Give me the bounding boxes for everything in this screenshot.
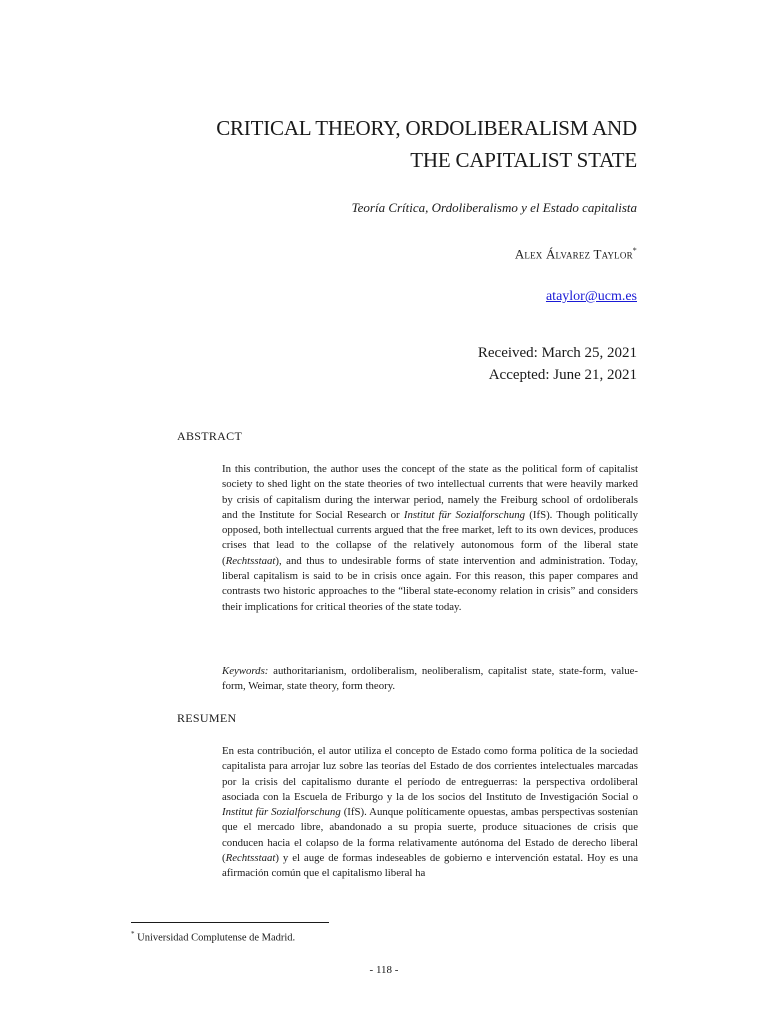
abstract-text-1: In this contribution, the author uses the concept of the state as the political form of capitalist society to shed light on the state theories of two intellectual currents that were heavily marked by crisis of capitalism during the interwar period, namely the Freiburg school of ordoliberals and the Institute for Social Research or [222, 463, 638, 521]
received-date: Received: March 25, 2021 [477, 345, 637, 361]
page-number: - 118 - [369, 964, 399, 976]
footnote-divider [131, 922, 329, 923]
footnote-text: Universidad Complutense de Madrid. [134, 932, 296, 944]
author [515, 246, 637, 262]
author-email-link[interactable]: ataylor@ucm.es [545, 289, 637, 304]
title-line-2: THE CAPITALIST STATE [410, 148, 637, 172]
article-title [117, 112, 637, 176]
keywords-label: Keywords: [222, 665, 269, 677]
abstract-italic-2: Rechtsstaat [225, 554, 276, 567]
abstract-text-2: (IfS). Though politically opposed, both intellectual currents argued that the free market, left to its own devices, produces crises that lead to the collapse of the relatively autonomous form of the liberal state ( [222, 508, 638, 567]
abstract-paragraph [222, 462, 638, 615]
title-line-1: CRITICAL THEORY, ORDOLIBERALISM AND [216, 116, 637, 140]
subtitle: Teoría Crítica, Ordoliberalismo y el Estado capitalista [351, 200, 637, 215]
resumen-text-3: ) y el auge de formas indeseables de gobierno e intervención estatal. Hoy es una afirmación común que el capitalismo liberal ha [222, 852, 638, 880]
resumen-text-2: (IfS). Aunque políticamente opuestas, ambas perspectivas sostenían que el mercado libre, abandonado a su propia suerte, produce situaciones de crisis que conducen hacia el colapso de la forma relativamente autónoma del Estado de derecho liberal ( [222, 806, 638, 865]
abstract-text-3: ), and thus to undesirable forms of state intervention and administration. Today, liberal capitalism is said to be in crisis once again. For this reason, this paper compares and contrasts two historic approaches to the “liberal state-economy relation in crisis” and considers their implications for critical theories of the state today. [222, 554, 638, 613]
abstract-italic-1: Institut für Sozialforschung [403, 508, 526, 521]
footnote-marker: * [131, 930, 135, 938]
keywords-list: authoritarianism, ordoliberalism, neoliberalism, capitalist state, state-form, value-form, Weimar, state theory, form theory. [222, 665, 638, 693]
resumen-paragraph [222, 744, 638, 882]
resumen-italic-1: Institut für Sozialforschung [222, 806, 341, 819]
keywords-paragraph [222, 664, 638, 695]
resumen-text-1: En esta contribución, el autor utiliza el concepto de Estado como forma política de la sociedad capitalista para arrojar luz sobre las teorías del Estado de dos corrientes intelectuales marcadas por la crisis del capitalismo durante el período de entreguerras: la perspectiva ordoliberal asociada con la Escuela de Friburgo y la de los socios del Instituto de Investigación Social o [222, 745, 638, 803]
author-name: Alex Álvarez Taylor [514, 246, 633, 262]
abstract-heading: ABSTRACT [177, 429, 243, 443]
accepted-date: Accepted: June 21, 2021 [488, 367, 637, 383]
resumen-italic-2: Rechtsstaat [225, 852, 276, 865]
resumen-heading: RESUMEN [177, 711, 237, 725]
author-footnote-marker[interactable]: * [632, 246, 637, 255]
dates-block [478, 342, 637, 386]
footnote [131, 930, 295, 944]
